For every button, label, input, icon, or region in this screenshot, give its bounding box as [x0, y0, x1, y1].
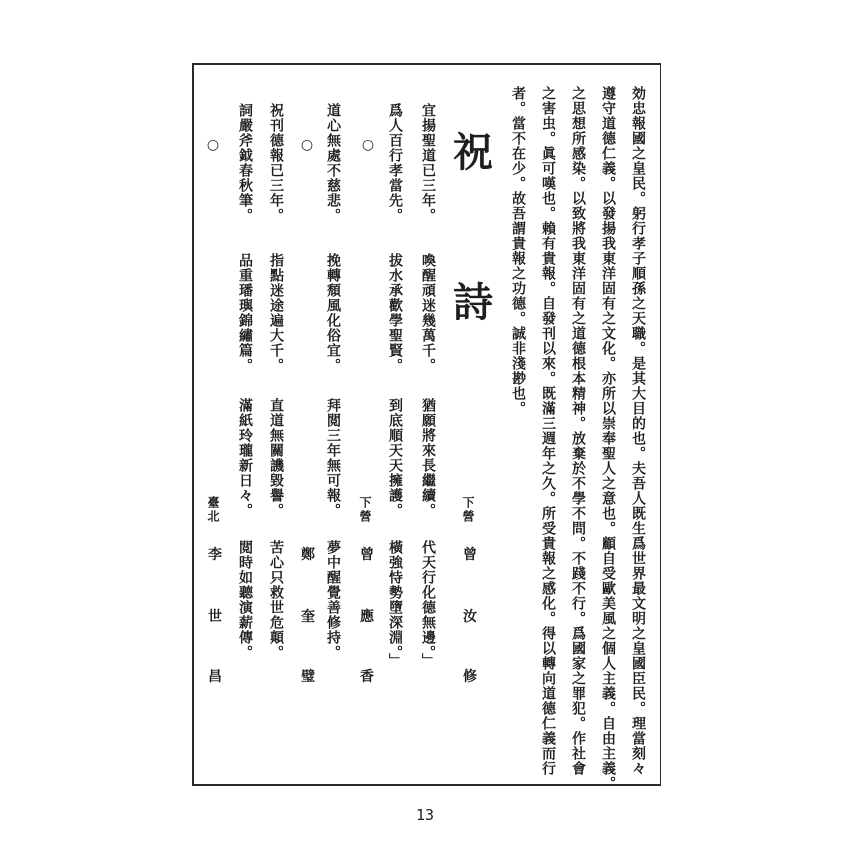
prose-column: 者。當不在少。故吾謂貴報之功德。誠非淺尠也。 — [510, 86, 526, 416]
poem-line: 喚醒頑迷幾萬千。 — [420, 253, 436, 373]
poem-attribution: 臺北 — [206, 496, 220, 524]
poem-line: 品重璠璵錦繡篇。 — [237, 253, 253, 373]
poem-line: 閲時如聽演薪傳。 — [237, 540, 253, 660]
poem-title-char: 祝 — [453, 129, 493, 176]
poem-attribution: 璧 — [301, 669, 315, 685]
poem-line: 指點迷途遍大千。 — [268, 253, 284, 373]
prose-column: 之思想所感染。以致將我東洋固有之道德根本精神。放棄於不學不問。不踐不行。爲國家之罪犯。作社會 — [570, 86, 586, 776]
poem-line: 滿紙玲瓏新日々。 — [237, 398, 253, 518]
poem-line: 拜閲三年無可報。 — [325, 398, 341, 518]
separator-circle-mark: ○ — [206, 137, 220, 153]
prose-column: 効忠報國之皇民。躬行孝子順孫之天職。是其大目的也。夫吾人既生爲世界最文明之皇國臣民。理當刻々 — [630, 86, 646, 776]
poem-title-char: 詩 — [453, 279, 493, 326]
poem-line: 猶願將來長繼續。 — [420, 398, 436, 518]
poem-line: 爲人百行孝當先。 — [387, 103, 403, 223]
poem-attribution: 李 — [208, 547, 222, 563]
poem-attribution: 鄭 — [301, 547, 315, 563]
poem-attribution: 曾 — [360, 547, 374, 563]
poem-line: 代天行化德無邊。」 — [420, 540, 436, 668]
separator-circle-mark: ○ — [300, 137, 314, 153]
poem-attribution: 下營 — [358, 496, 372, 524]
frame-top-line — [192, 63, 661, 65]
frame-bottom-line — [192, 784, 661, 786]
poem-attribution: 奎 — [301, 609, 315, 625]
poem-attribution: 曾 — [463, 547, 477, 563]
poem-line: 直道無關譏毀譽。 — [268, 398, 284, 518]
poem-attribution: 修 — [463, 669, 477, 685]
poem-line: 宜揚聖道已三年。 — [420, 103, 436, 223]
prose-column: 之害虫。眞可嘆也。賴有貴報。自發刊以來。既滿三週年之久。所受貴報之感化。得以轉向道德仁義而行 — [540, 86, 556, 776]
poem-attribution: 昌 — [208, 669, 222, 685]
frame-left-line — [192, 63, 194, 786]
separator-circle-mark: ○ — [361, 137, 375, 153]
poem-attribution: 應 — [360, 609, 374, 625]
poem-line: 詞嚴斧鉞春秋筆。 — [237, 103, 253, 223]
poem-line: 夢中醒覺善修持。 — [325, 540, 341, 660]
poem-line: 道心無處不慈悲。 — [325, 103, 341, 223]
poem-line: 到底順天天擁護。 — [387, 398, 403, 518]
poem-line: 橫強恃勢墮深淵。」 — [387, 540, 403, 668]
poem-line: 祝刊德報已三年。 — [268, 103, 284, 223]
poem-line: 拔水承歡學聖賢。 — [387, 253, 403, 373]
prose-column: 遵守道德仁義。以發揚我東洋固有之文化。亦所以崇奉聖人之意也。顧自受歐美風之個人主義。自由主義。 — [600, 86, 616, 791]
poem-attribution: 下營 — [461, 496, 475, 524]
page-number: 13 — [415, 806, 435, 824]
poem-attribution: 汝 — [463, 609, 477, 625]
poem-line: 苦心只救世危顛。 — [268, 540, 284, 660]
frame-right-line — [660, 63, 661, 786]
poem-attribution: 香 — [360, 669, 374, 685]
poem-line: 挽轉頹風化俗宜。 — [325, 253, 341, 373]
poem-attribution: 世 — [208, 609, 222, 625]
